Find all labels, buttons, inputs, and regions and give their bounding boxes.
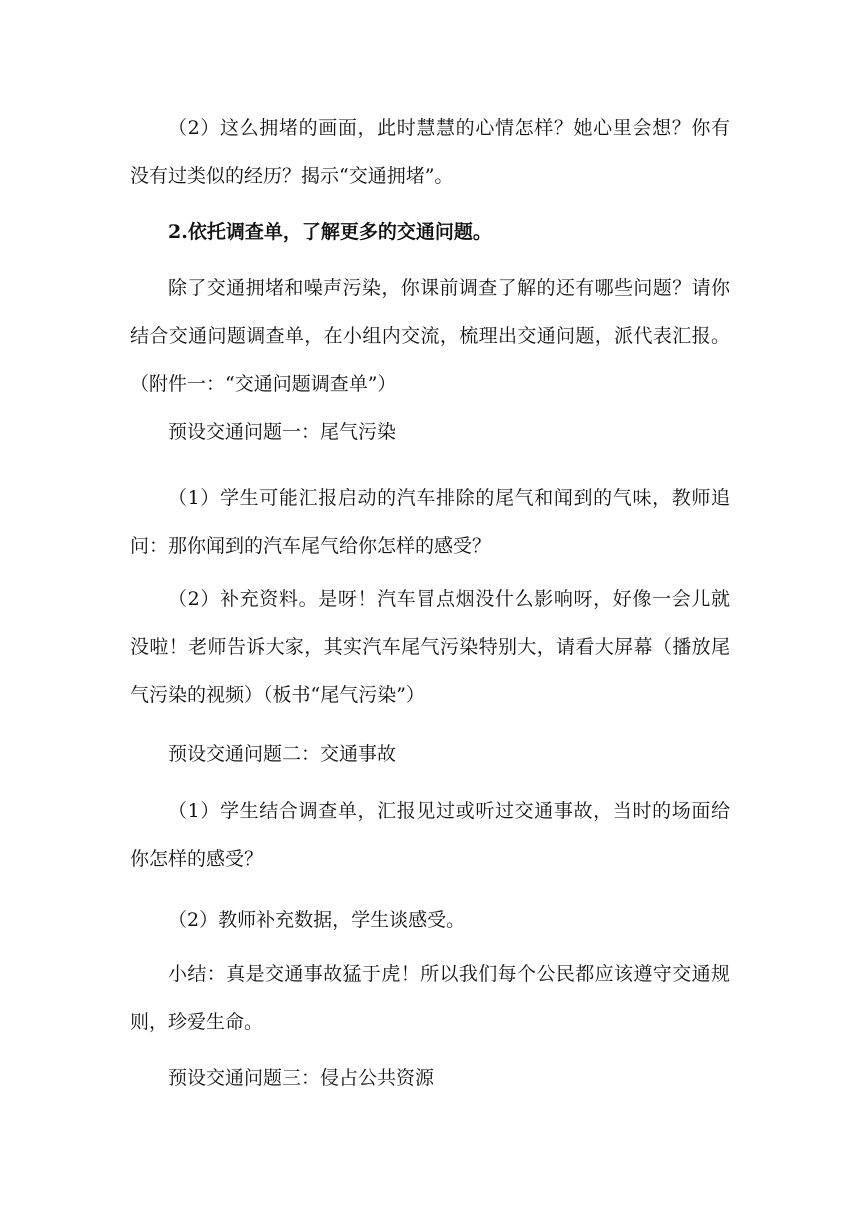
paragraph-preset-problem-3: 预设交通问题三：侵占公共资源: [168, 1067, 435, 1089]
paragraph-exhaust-item-1: （1）学生可能汇报启动的汽车排除的尾气和闻到的气味，教师追问：那你闻到的汽车尾气给你怎样的感受？: [130, 487, 730, 557]
paragraph-exhaust-item-2: （2）补充资料。是呀！汽车冒点烟没什么影响呀，好像一会儿就没啦！老师告诉大家，其实汽车尾气污染特别大，请看大屏幕（播放尾气污染的视频）（板书“尾气污染”）: [130, 588, 730, 706]
section-heading-survey: 2.依托调查单，了解更多的交通问题。: [168, 221, 492, 243]
paragraph-preset-problem-1: 预设交通问题一：尾气污染: [168, 421, 397, 443]
paragraph-preset-problem-2: 预设交通问题二：交通事故: [168, 743, 397, 765]
paragraph-summary: 小结：真是交通事故猛于虎！所以我们每个公民都应该遵守交通规则，珍爱生命。: [130, 963, 730, 1033]
paragraph-accident-item-1: （1）学生结合调查单，汇报见过或听过交通事故，当时的场面给你怎样的感受？: [130, 800, 730, 870]
paragraph-accident-item-2: （2）教师补充数据，学生谈感受。: [168, 909, 466, 931]
paragraph-traffic-jam-question: （2）这么拥堵的画面，此时慧慧的心情怎样？她心里会想？你有没有过类似的经历？揭示“交通拥堵”。: [130, 117, 730, 187]
paragraph-survey-intro: 除了交通拥堵和噪声污染，你课前调查了解的还有哪些问题？请你结合交通问题调查单，在小组内交流，梳理出交通问题，派代表汇报。（附件一：“交通问题调查单”）: [130, 277, 730, 395]
